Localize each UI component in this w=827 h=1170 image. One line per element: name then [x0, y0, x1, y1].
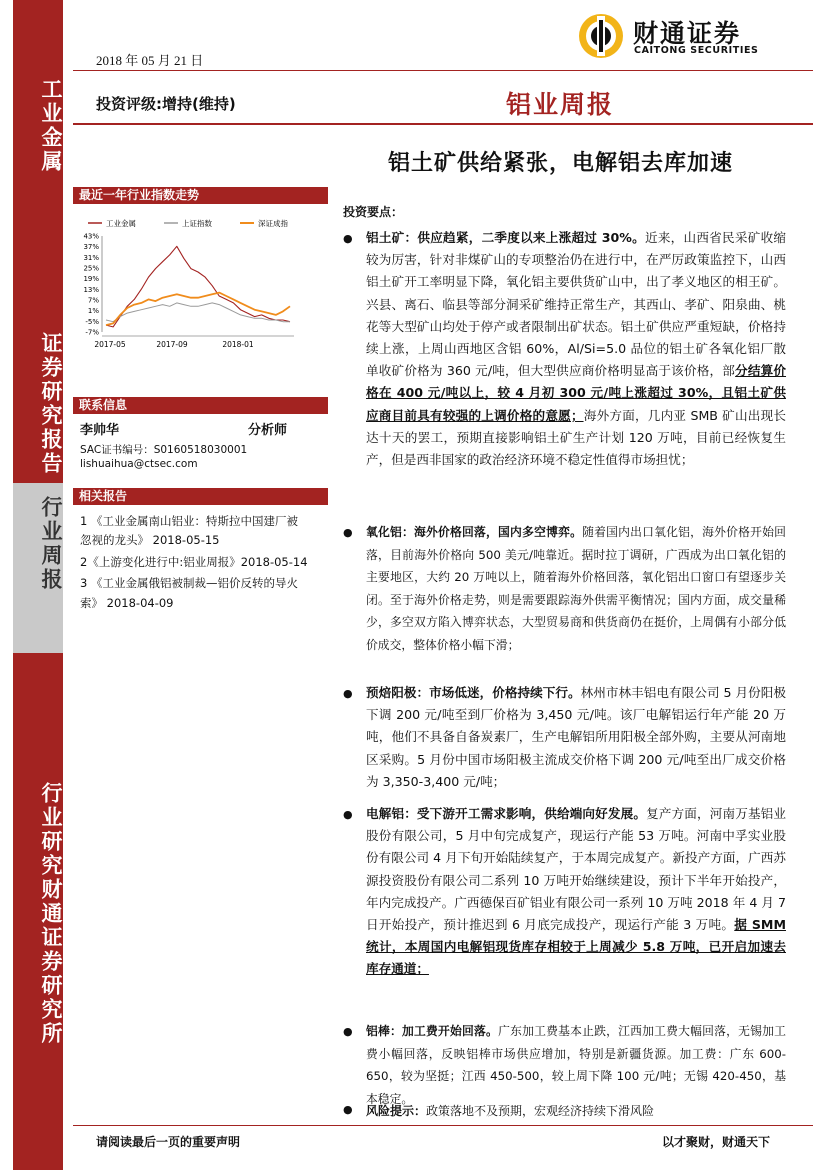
- related-line-5[interactable]: 索》 2018-04-09: [80, 596, 174, 610]
- investment-rating: 投资评级:增持(维持): [96, 95, 236, 113]
- y-axis: [83, 233, 102, 337]
- section-electrolytic: [366, 803, 786, 981]
- legend-label-industry: 工业金属: [106, 219, 136, 228]
- section-bauxite: [366, 227, 786, 471]
- bullet-icon: ●: [343, 232, 353, 245]
- y-tick-label: -5%: [85, 317, 99, 326]
- bullet-icon: ●: [343, 1025, 353, 1038]
- logo-en: CAITONG SECURITIES: [634, 45, 759, 56]
- section-emphasis: 据 SMM 统计，本周国内电解铝现货库存相较于上周减少 5.8 万吨，已开启加速去库存通道；: [366, 917, 786, 977]
- related-line-2[interactable]: 忽视的龙头》 2018-05-15: [80, 533, 220, 547]
- section-lead: 铝棒：加工费开始回落。: [366, 1024, 499, 1038]
- sidebar-weekly: 行业周报: [39, 496, 64, 592]
- report-date: 2018 年 05 月 21 日: [96, 53, 204, 68]
- section-text: 林州市林丰铝电有限公司 5 月份阳极下调 200 元/吨至到厂价格为 3,450 元/吨。该厂电解铝运行年产能 20 万吨，他们不具备自备炭素厂，生产电解铝所用阳极全部外购，主要从河南地区采购。5 月份中国市场阳极主流成交价格下调 200 元/吨至出厂成交价格为 3,350-3,400 元/吨；: [366, 685, 786, 789]
- section-emphasis: 分结算价格在 400 元/吨以上，较 4 月初 300 元/吨上涨超过 30%，且铝土矿供应商目前具有较强的上调价格的意愿；: [366, 363, 787, 423]
- sac-number: SAC证书编号：S0160518030001: [80, 444, 248, 456]
- series-line-0: [106, 246, 290, 327]
- section-anode: [366, 682, 786, 793]
- analyst-email[interactable]: lishuaihua@ctsec.com: [80, 458, 198, 470]
- legend-label-szse: 深证成指: [258, 219, 288, 228]
- left-sidebar: [13, 0, 63, 1170]
- section-text: 广东加工费基本止跌，江西加工费大幅回落，无锡加工费小幅回落，反映铝棒市场供应增加，特别是新疆货源。加工费：广东 600-650，较为坚挺；江西 450-500，较上周下降 100 元/吨；无锡 420-450，基本稳定。: [366, 1024, 786, 1106]
- section-lead: 氧化铝：海外价格回落，国内多空博弈。: [366, 525, 583, 539]
- y-tick-label: 31%: [83, 253, 99, 262]
- report-title: 铝土矿供给紧张，电解铝去库加速: [388, 151, 734, 176]
- bullet-icon: ●: [343, 1103, 353, 1116]
- y-tick-label: -7%: [85, 328, 99, 337]
- contact-heading: 联系信息: [73, 397, 328, 414]
- related-line-1[interactable]: 1 《工业金属南山铝业：特斯拉中国建厂被: [80, 514, 298, 528]
- analyst-role: 分析师: [248, 423, 288, 438]
- section-text: 随着国内出口氧化铝，海外价格开始回落，目前海外价格向 500 美元/吨靠近。据时拉丁调研，广西成为出口氧化铝的主要地区，大约 20 万吨以上，随着海外价格回落，氧化铝出口窗口有望逐步关闭。至于海外价格走势，则是需要跟踪海外供需平衡情况；国内方面，成交量稀少，多空双方陷入博弈状态，大型贸易商和供货商仍在挺价，上周偶有小部分低价成交，整体价格小幅下滑；: [366, 525, 786, 652]
- related-heading: 相关报告: [73, 488, 328, 505]
- bullet-icon: ●: [343, 526, 353, 539]
- related-line-3[interactable]: 2《上游变化进行中:铝业周报》2018-05-14: [80, 555, 308, 569]
- index-chart: [78, 212, 300, 350]
- header-rule-2: [73, 123, 813, 125]
- y-tick-label: 1%: [87, 307, 99, 316]
- y-tick-label: 19%: [83, 275, 99, 284]
- report-type: 铝业周报: [506, 90, 615, 119]
- bullet-icon: ●: [343, 687, 353, 700]
- risk-warning: [366, 1102, 654, 1119]
- section-rod: [366, 1020, 786, 1110]
- risk-lead: 风险提示：: [366, 1104, 427, 1118]
- sidebar-industry: 工业金属: [39, 78, 64, 174]
- x-axis: [94, 336, 294, 349]
- index-box-heading: 最近一年行业指数走势: [73, 187, 328, 204]
- y-tick-label: 37%: [83, 243, 99, 252]
- company-logo: [577, 12, 807, 62]
- y-tick-label: 25%: [83, 264, 99, 273]
- bullet-icon: ●: [343, 808, 353, 821]
- header-rule: [73, 70, 813, 71]
- footer-disclaimer[interactable]: 请阅读最后一页的重要声明: [96, 1135, 241, 1149]
- plot-area: [106, 246, 290, 327]
- risk-text: 政策落地不及预期，宏观经济持续下滑风险: [426, 1104, 655, 1118]
- x-tick-label: 2017-05: [94, 340, 126, 349]
- x-tick-label: 2017-09: [156, 340, 188, 349]
- section-text-tail: 海外方面，几内亚 SMB 矿山出现长达十天的罢工，预期直接影响铝土矿生产计划 120 万吨，目前已经恢复生产，但是西非国家的政治经济环境不稳定性值得市场担忧；: [366, 407, 787, 468]
- logo-cn: 财通证券: [633, 19, 742, 48]
- section-lead: 预焙阳极：市场低迷，价格持续下行。: [366, 685, 581, 700]
- section-text: 近来，山西省民采矿收缩较为厉害，针对非煤矿山的专项整治仍在进行中，在严厉政策监控下，山西铝土矿开工率明显下降，氧化铝主要供货矿山中，出了孝义地区的相王矿。兴县、离石、临县等部分洞采矿维持正常生产，其西山、孝矿、阳泉曲、桃花等大型矿山均处于停产或者限制出矿状态。铝土矿供应严重短缺，价格持续上涨，上周山西地区含铝 60%，Al/Si=5.0 品位的铝土矿各氧化铝厂散单收矿价格为 360 元/吨，但大型供应商价格明显高于该价格，部: [366, 230, 787, 379]
- y-tick-label: 43%: [83, 232, 99, 241]
- legend-label-sse: 上证指数: [182, 219, 212, 228]
- logo-mark-icon: [577, 12, 625, 60]
- section-alumina: [366, 521, 786, 656]
- related-line-4[interactable]: 3 《工业金属俄铝被制裁—铝价反转的导火: [80, 576, 298, 590]
- footer-rule: [73, 1125, 813, 1126]
- sidebar-institute: 财通证券研究所: [39, 878, 64, 1046]
- sidebar-research-report: 证券研究报告: [39, 332, 64, 476]
- analyst-name: 李帅华: [80, 423, 120, 438]
- section-lead: 铝土矿：供应趋紧，二季度以来上涨超过 30%。: [366, 230, 645, 245]
- y-tick-label: 13%: [83, 285, 99, 294]
- series-line-2: [106, 293, 290, 326]
- key-points-heading: 投资要点：: [343, 205, 404, 219]
- footer-slogan: 以才聚财，财通天下: [662, 1135, 771, 1149]
- x-tick-label: 2018-01: [222, 340, 254, 349]
- y-tick-label: 7%: [87, 296, 99, 305]
- section-text: 复产方面，河南万基铝业股份有限公司，5 月中旬完成复产，现运行产能 53 万吨。河南中孚实业股份有限公司 4 月下旬开始陆续复产，于本周完成复产。新投产方面，广西苏源投资股份有限公司二系列 10 万吨开始继续建设，预计下半年开始投产，年内完成投产。广西德保百矿铝业有限公司一系列 10 万吨 2018 年 4 月 7 日开始投产，预计推迟到 6 月底完成投产，现运行产能 3 万吨。: [366, 806, 787, 933]
- section-lead: 电解铝：受下游开工需求影响，供给端向好发展。: [366, 806, 647, 821]
- sidebar-industry-research: 行业研究: [39, 782, 64, 878]
